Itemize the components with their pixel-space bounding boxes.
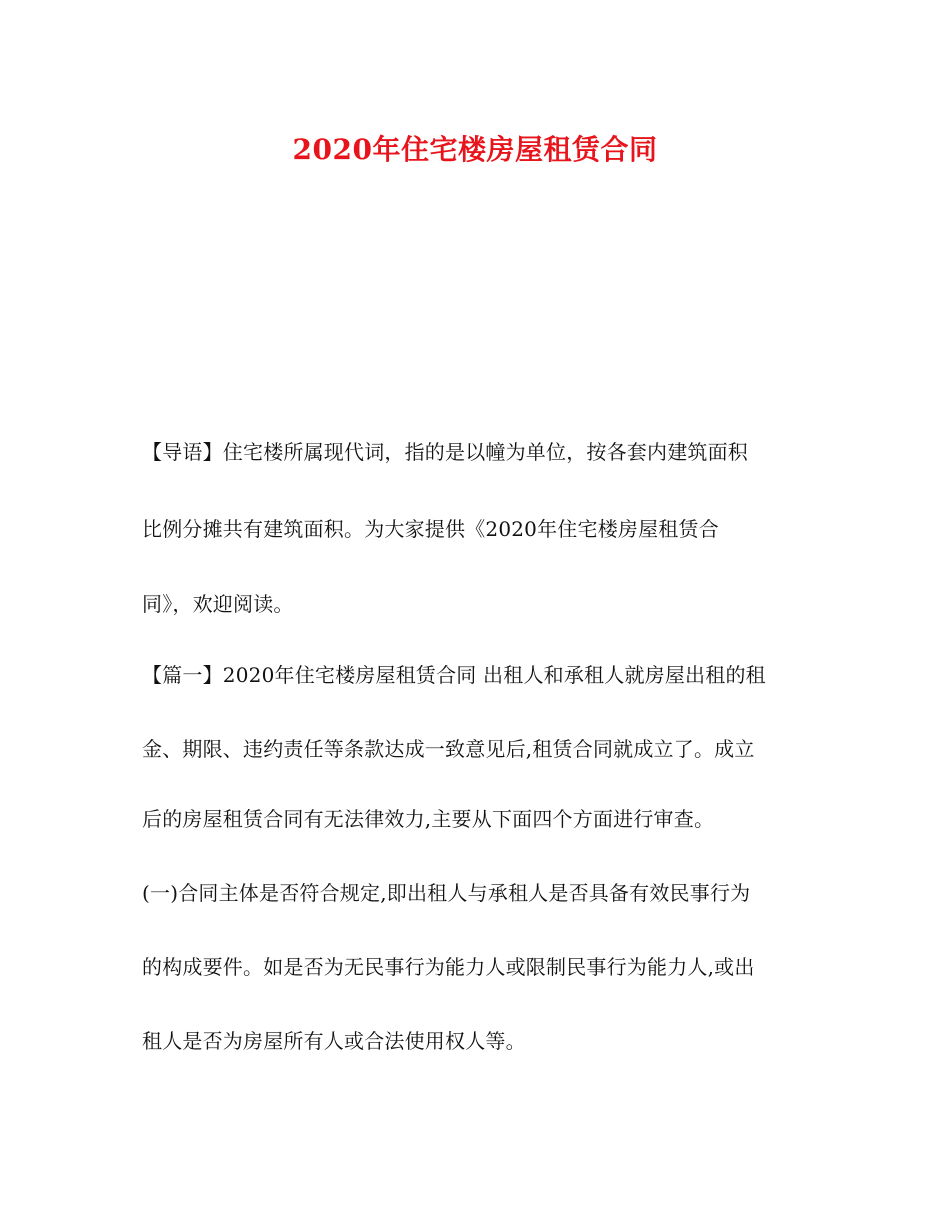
document-title: 2020年住宅楼房屋租赁合同 bbox=[292, 133, 658, 166]
section1-line-3: 后的房屋租赁合同有无法律效力,主要从下面四个方面进行审查。 bbox=[142, 807, 715, 831]
section1-line-1: 【篇一】2020年住宅楼房屋租赁合同 出租人和承租人就房屋出租的租 bbox=[142, 663, 766, 687]
clause1-line-2: 的构成要件。如是否为无民事行为能力人或限制民事行为能力人,或出 bbox=[142, 955, 755, 979]
section1-line-2: 金、期限、违约责任等条款达成一致意见后,租赁合同就成立了。成立 bbox=[142, 737, 755, 761]
clause1-line-3: 租人是否为房屋所有人或合法使用权人等。 bbox=[142, 1029, 526, 1053]
clause1-line-1: (一)合同主体是否符合规定,即出租人与承租人是否具备有效民事行为 bbox=[142, 881, 751, 905]
intro-line-1: 【导语】住宅楼所属现代词，指的是以幢为单位，按各套内建筑面积 bbox=[142, 440, 748, 464]
intro-line-2: 比例分摊共有建筑面积。为大家提供《2020年住宅楼房屋租赁合 bbox=[142, 517, 719, 541]
intro-line-3: 同》，欢迎阅读。 bbox=[142, 592, 294, 616]
